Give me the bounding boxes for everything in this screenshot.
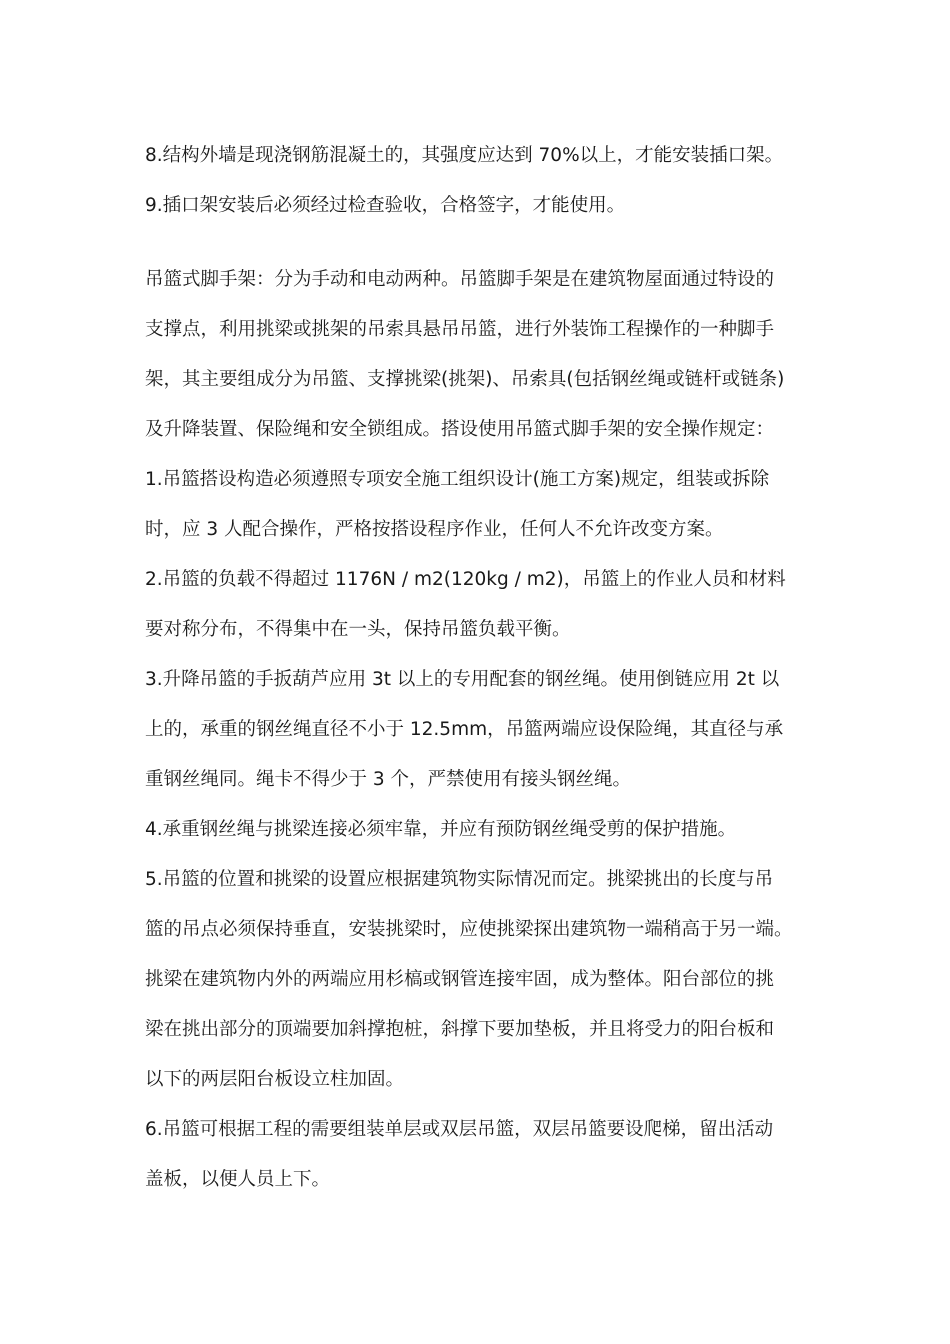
text-line-rule-5d: 梁在挑出部分的顶端要加斜撑抱桩，斜撑下要加垫板，并且将受力的阳台板和 xyxy=(145,1019,775,1040)
text-line-rule-3a: 3.升降吊篮的手扳葫芦应用 3t 以上的专用配套的钢丝绳。使用倒链应用 2t 以 xyxy=(145,669,780,690)
text-line-rule-6b: 盖板，以便人员上下。 xyxy=(145,1169,331,1190)
text-line-rule-3b: 上的，承重的钢丝绳直径不小于 12.5mm，吊篮两端应设保险绳，其直径与承 xyxy=(145,719,784,740)
text-line-intro-2: 支撑点，利用挑梁或挑架的吊索具悬吊吊篮，进行外装饰工程操作的一种脚手 xyxy=(145,319,775,340)
text-line-rule-6a: 6.吊篮可根据工程的需要组装单层或双层吊篮，双层吊篮要设爬梯，留出活动 xyxy=(145,1119,774,1140)
text-line-rule-1b: 时，应 3 人配合操作，严格按搭设程序作业，任何人不允许改变方案。 xyxy=(145,519,724,540)
paragraph-gap xyxy=(145,231,825,255)
text-line-rule-3c: 重钢丝绳同。绳卡不得少于 3 个，严禁使用有接头钢丝绳。 xyxy=(145,769,632,790)
text-line-intro-3: 架，其主要组成分为吊篮、支撑挑梁(挑架)、吊索具(包括钢丝绳或链杆或链条) xyxy=(145,369,785,390)
text-line-rule-5c: 挑梁在建筑物内外的两端应用杉槁或钢管连接牢固，成为整体。阳台部位的挑 xyxy=(145,969,775,990)
text-line-item-9: 9.插口架安装后必须经过检查验收，合格签字，才能使用。 xyxy=(145,195,626,216)
text-line-intro-4: 及升降装置、保险绳和安全锁组成。搭设使用吊篮式脚手架的安全操作规定： xyxy=(145,419,775,440)
text-line-rule-5b: 篮的吊点必须保持垂直，安装挑梁时，应使挑梁探出建筑物一端稍高于另一端。 xyxy=(145,919,793,940)
text-line-item-8: 8.结构外墙是现浇钢筋混凝土的，其强度应达到 70%以上，才能安装插口架。 xyxy=(145,145,784,166)
text-line-intro-1: 吊篮式脚手架：分为手动和电动两种。吊篮脚手架是在建筑物屋面通过特设的 xyxy=(145,269,775,290)
text-line-rule-5a: 5.吊篮的位置和挑梁的设置应根据建筑物实际情况而定。挑梁挑出的长度与吊 xyxy=(145,869,774,890)
document-body xyxy=(145,131,825,1205)
text-line-rule-2b: 要对称分布，不得集中在一头，保持吊篮负载平衡。 xyxy=(145,619,571,640)
text-line-rule-1a: 1.吊篮搭设构造必须遵照专项安全施工组织设计(施工方案)规定，组装或拆除 xyxy=(145,469,770,490)
text-line-rule-5e: 以下的两层阳台板设立柱加固。 xyxy=(145,1069,405,1090)
text-line-rule-4: 4.承重钢丝绳与挑梁连接必须牢靠，并应有预防钢丝绳受剪的保护措施。 xyxy=(145,819,737,840)
text-line-rule-2a: 2.吊篮的负载不得超过 1176N / m2(120kg / m2)，吊篮上的作业人员和材料 xyxy=(145,569,786,590)
